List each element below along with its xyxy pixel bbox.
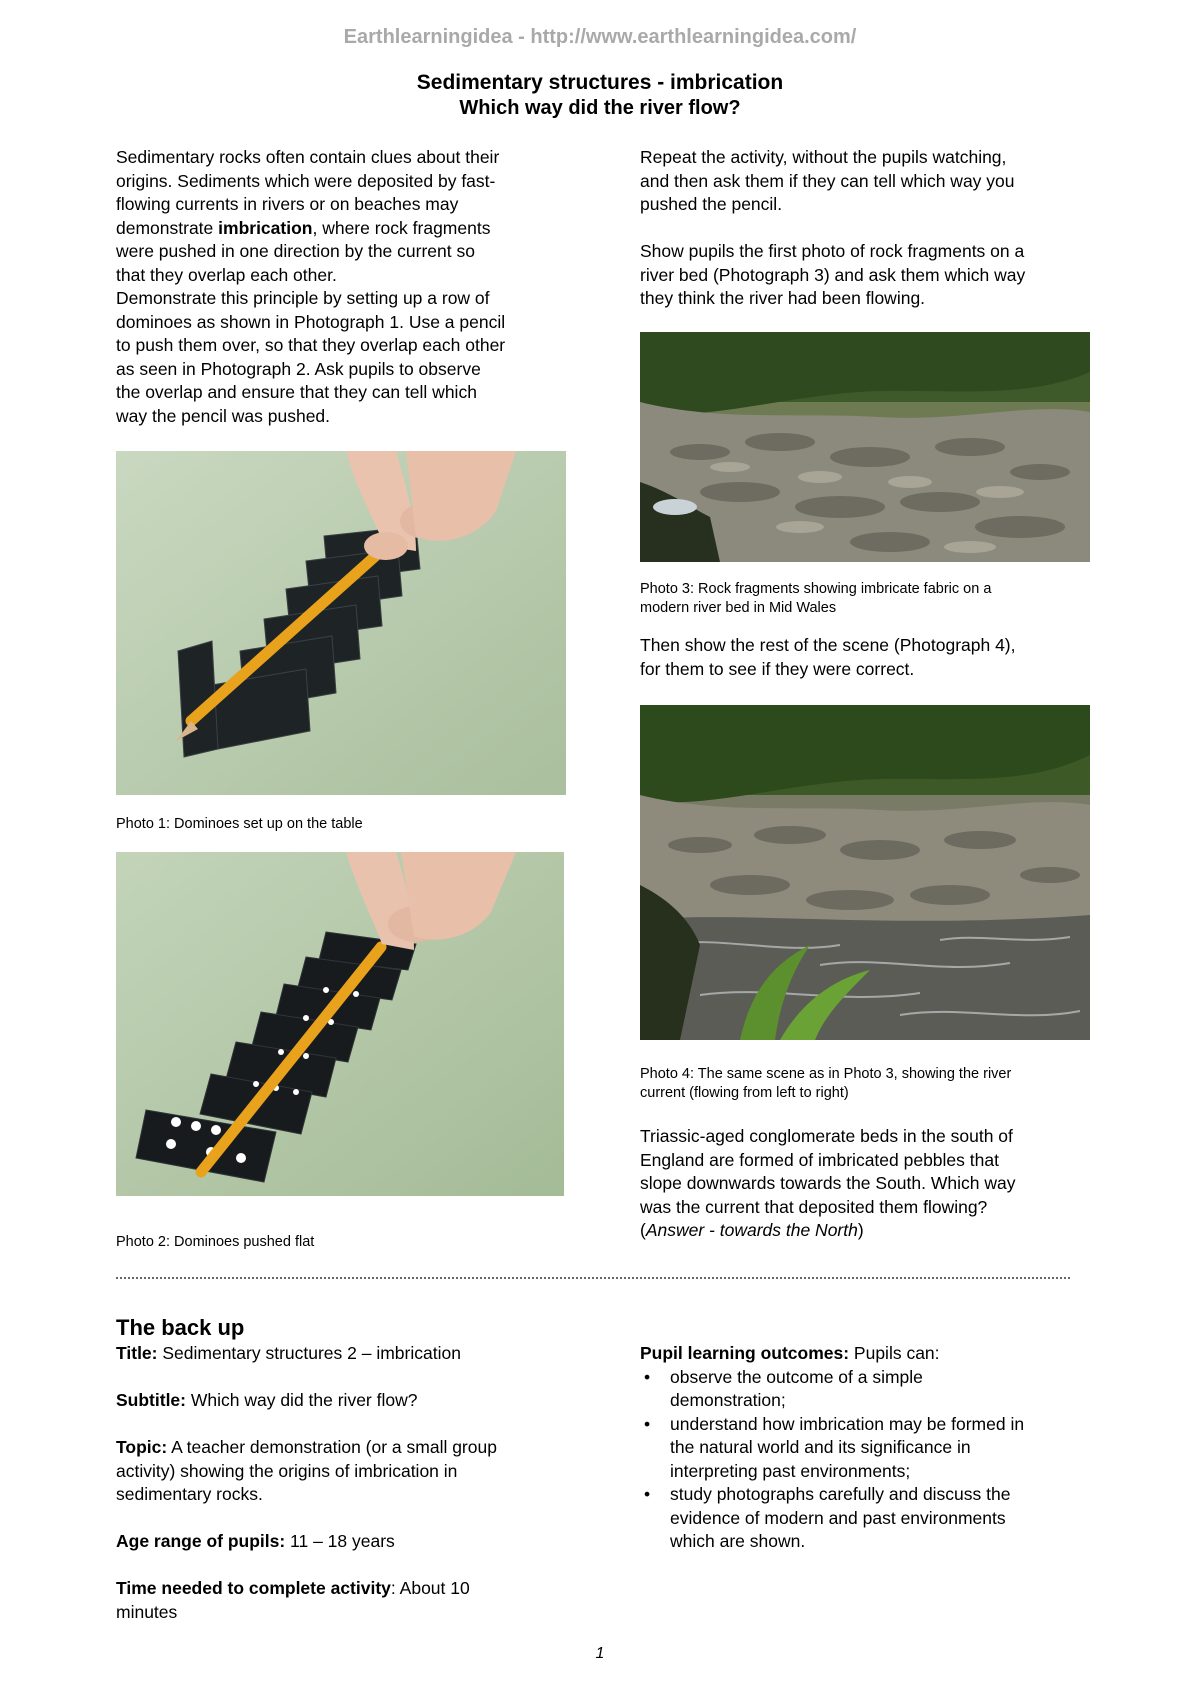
field-label: Topic: bbox=[116, 1437, 168, 1457]
field-value: Sedimentary structures 2 – imbrication bbox=[157, 1343, 461, 1363]
text-line: for them to see if they were correct. bbox=[640, 658, 915, 679]
photo-3-river-bed bbox=[640, 332, 1090, 562]
page-title: Sedimentary structures - imbrication bbox=[416, 71, 784, 94]
caption-line: current (flowing from left to right) bbox=[640, 1085, 849, 1101]
text-fragment: ) bbox=[857, 1220, 864, 1240]
photo-4-river-scene bbox=[640, 705, 1090, 1040]
text-line: origins. Sediments which were deposited by fast- bbox=[116, 170, 496, 191]
photo-3-caption bbox=[640, 580, 1100, 618]
right-column-text-1 bbox=[640, 146, 1100, 311]
text-line bbox=[116, 217, 586, 241]
age-field bbox=[116, 1530, 596, 1554]
field-value: A teacher demonstration (or a small group bbox=[167, 1437, 497, 1457]
subtitle-field bbox=[116, 1389, 596, 1413]
text-line: flowing currents in rivers or on beaches may bbox=[116, 194, 459, 214]
page-subtitle: Which way did the river flow? bbox=[459, 97, 741, 119]
photo-4-caption bbox=[640, 1065, 1100, 1103]
field-label: Age range of pupils: bbox=[116, 1531, 286, 1551]
outcomes-list bbox=[640, 1366, 1100, 1554]
text-line: England are formed of imbricated pebbles that bbox=[640, 1149, 999, 1170]
text-line: Triassic-aged conglomerate beds in the south of bbox=[640, 1126, 1013, 1146]
caption-line: modern river bed in Mid Wales bbox=[640, 600, 837, 616]
text-line: dominoes as shown in Photograph 1. Use a pencil bbox=[116, 311, 506, 332]
outcomes-field bbox=[640, 1342, 1100, 1366]
text-line: river bed (Photograph 3) and ask them which way bbox=[640, 264, 1026, 285]
text-line: to push them over, so that they overlap each other bbox=[116, 335, 506, 355]
field-value: : About 10 bbox=[390, 1578, 470, 1598]
text-line: • understand how imbrication may be formed in bbox=[670, 1413, 1025, 1434]
backup-heading: The back up bbox=[116, 1315, 245, 1340]
text-line: Repeat the activity, without the pupils watching, bbox=[640, 147, 1007, 167]
list-item bbox=[640, 1413, 1100, 1484]
text-line: they think the river had been flowing. bbox=[640, 288, 926, 308]
text-line: Demonstrate this principle by setting up a row of bbox=[116, 288, 490, 308]
right-column-text-2 bbox=[640, 634, 1100, 681]
list-item bbox=[640, 1366, 1100, 1413]
field-value: Which way did the river flow? bbox=[186, 1390, 418, 1410]
text-line: interpreting past environments; bbox=[670, 1460, 911, 1481]
text-line: pushed the pencil. bbox=[640, 194, 783, 214]
text-line bbox=[640, 1219, 1100, 1243]
text-line: • study photographs carefully and discuss the bbox=[670, 1484, 1011, 1504]
text-line: the natural world and its significance in bbox=[670, 1437, 971, 1457]
text-line: as seen in Photograph 2. Ask pupils to observe bbox=[116, 358, 481, 379]
text-line: demonstration; bbox=[670, 1390, 786, 1410]
field-label: Subtitle: bbox=[116, 1390, 186, 1410]
field-value: 11 – 18 years bbox=[285, 1531, 395, 1551]
text-line: was the current that deposited them flowing? bbox=[640, 1196, 988, 1217]
text-line: evidence of modern and past environments bbox=[670, 1507, 1006, 1528]
page-number: 1 bbox=[595, 1645, 605, 1662]
topic-field bbox=[116, 1436, 596, 1460]
text-line: sedimentary rocks. bbox=[116, 1484, 263, 1504]
text-line: • observe the outcome of a simple bbox=[670, 1366, 923, 1387]
text-line: way the pencil was pushed. bbox=[116, 405, 331, 426]
photo-1-caption: Photo 1: Dominoes set up on the table bbox=[116, 816, 363, 832]
photo-2-dominoes-flat bbox=[116, 852, 564, 1196]
text-line: Show pupils the first photo of rock fragments on a bbox=[640, 241, 1025, 261]
field-label: Title: bbox=[116, 1343, 158, 1363]
text-fragment: ( bbox=[640, 1220, 646, 1240]
photo-1-dominoes-standing bbox=[116, 451, 566, 795]
text-line: slope downwards towards the South. Which way bbox=[640, 1173, 1016, 1193]
text-fragment: demonstrate bbox=[116, 217, 219, 238]
site-header[interactable]: Earthlearningidea - http://www.earthlearningidea.com/ bbox=[343, 26, 857, 48]
caption-line: Photo 4: The same scene as in Photo 3, showing the river bbox=[640, 1066, 1012, 1082]
field-value: Pupils can: bbox=[849, 1343, 940, 1363]
text-fragment: , where rock fragments bbox=[312, 217, 491, 238]
text-line: which are shown. bbox=[670, 1531, 806, 1551]
text-line: and then ask them if they can tell which way you bbox=[640, 170, 1015, 191]
list-item bbox=[640, 1483, 1100, 1554]
imbrication-term: imbrication bbox=[218, 217, 313, 238]
right-column-text-3 bbox=[640, 1125, 1100, 1243]
caption-line: Photo 3: Rock fragments showing imbricate fabric on a bbox=[640, 581, 992, 597]
backup-left-column bbox=[116, 1342, 596, 1624]
answer-text: Answer - towards the North bbox=[645, 1220, 858, 1240]
text-line: minutes bbox=[116, 1601, 178, 1622]
field-label: Pupil learning outcomes: bbox=[640, 1343, 850, 1363]
text-line: Then show the rest of the scene (Photograph 4), bbox=[640, 635, 1016, 655]
section-divider bbox=[116, 1277, 1070, 1279]
time-field bbox=[116, 1577, 596, 1601]
text-line: the overlap and ensure that they can tell which bbox=[116, 382, 477, 402]
title-field bbox=[116, 1342, 596, 1366]
text-line: Sedimentary rocks often contain clues about their bbox=[116, 147, 500, 167]
text-line: were pushed in one direction by the current so bbox=[116, 241, 475, 261]
text-line: activity) showing the origins of imbrication in bbox=[116, 1460, 458, 1481]
intro-text bbox=[116, 146, 586, 428]
field-label: Time needed to complete activity bbox=[116, 1578, 391, 1598]
backup-right-column bbox=[640, 1342, 1100, 1554]
text-line: that they overlap each other. bbox=[116, 264, 337, 285]
photo-2-caption: Photo 2: Dominoes pushed flat bbox=[116, 1234, 315, 1250]
title-block bbox=[0, 70, 1200, 120]
